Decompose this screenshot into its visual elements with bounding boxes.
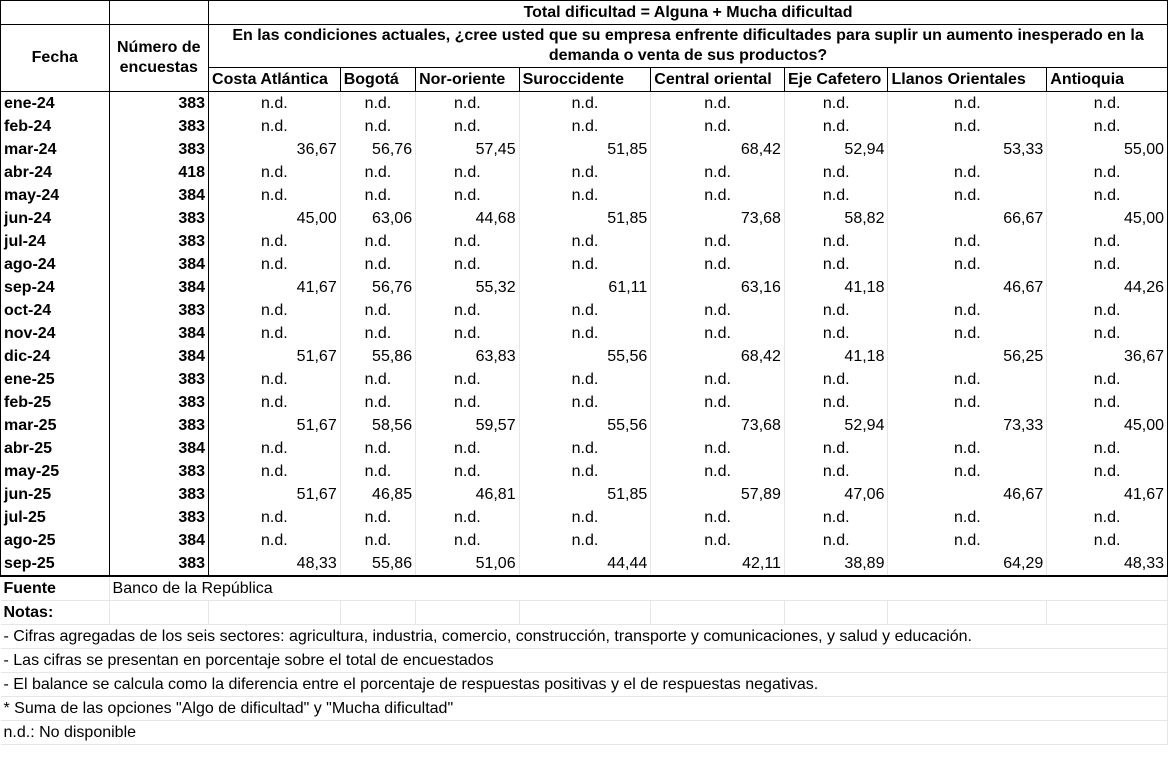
- value-cell: n.d.: [209, 506, 341, 529]
- count-cell: 384: [109, 345, 209, 368]
- count-cell: 383: [109, 299, 209, 322]
- value-cell: n.d.: [784, 460, 888, 483]
- value-cell: n.d.: [209, 92, 341, 116]
- value-cell: n.d.: [416, 368, 520, 391]
- value-cell: 58,82: [784, 207, 888, 230]
- count-cell: 384: [109, 276, 209, 299]
- value-cell: 61,11: [519, 276, 651, 299]
- value-cell: 44,26: [1047, 276, 1168, 299]
- value-cell: n.d.: [519, 506, 651, 529]
- value-cell: n.d.: [888, 299, 1047, 322]
- value-cell: n.d.: [209, 184, 341, 207]
- count-cell: 418: [109, 161, 209, 184]
- value-cell: 38,89: [784, 552, 888, 576]
- value-cell: n.d.: [784, 299, 888, 322]
- value-cell: n.d.: [784, 437, 888, 460]
- value-cell: n.d.: [784, 391, 888, 414]
- date-cell: feb-24: [1, 115, 110, 138]
- value-cell: 56,76: [340, 138, 415, 161]
- notas-label: Notas:: [1, 601, 110, 625]
- value-cell: n.d.: [651, 506, 785, 529]
- table-row: [1, 483, 1168, 506]
- date-cell: jul-24: [1, 230, 110, 253]
- empty-cell: [651, 601, 785, 625]
- date-cell: dic-24: [1, 345, 110, 368]
- note-line: - Las cifras se presentan en porcentaje sobre el total de encuestados: [1, 649, 1168, 673]
- fuente-label: Fuente: [1, 576, 110, 601]
- date-cell: nov-24: [1, 322, 110, 345]
- value-cell: n.d.: [209, 529, 341, 552]
- value-cell: 46,67: [888, 483, 1047, 506]
- value-cell: n.d.: [651, 437, 785, 460]
- count-cell: 383: [109, 552, 209, 576]
- value-cell: n.d.: [340, 230, 415, 253]
- count-cell: 384: [109, 529, 209, 552]
- note-line: n.d.: No disponible: [1, 721, 1168, 745]
- value-cell: n.d.: [651, 115, 785, 138]
- count-cell: 383: [109, 207, 209, 230]
- value-cell: n.d.: [651, 460, 785, 483]
- value-cell: 44,68: [416, 207, 520, 230]
- count-cell: 383: [109, 92, 209, 116]
- value-cell: 51,67: [209, 345, 341, 368]
- table-row: [1, 368, 1168, 391]
- value-cell: 58,56: [340, 414, 415, 437]
- count-cell: 384: [109, 253, 209, 276]
- value-cell: n.d.: [519, 92, 651, 116]
- value-cell: n.d.: [888, 115, 1047, 138]
- date-cell: sep-24: [1, 276, 110, 299]
- value-cell: n.d.: [209, 161, 341, 184]
- date-cell: abr-24: [1, 161, 110, 184]
- value-cell: 51,85: [519, 207, 651, 230]
- value-cell: n.d.: [1047, 506, 1168, 529]
- value-cell: 46,81: [416, 483, 520, 506]
- value-cell: 73,33: [888, 414, 1047, 437]
- value-cell: 73,68: [651, 414, 785, 437]
- value-cell: n.d.: [651, 92, 785, 116]
- table-row: [1, 322, 1168, 345]
- value-cell: 52,94: [784, 414, 888, 437]
- value-cell: n.d.: [1047, 368, 1168, 391]
- date-cell: ene-24: [1, 92, 110, 116]
- table-row: [1, 207, 1168, 230]
- value-cell: 51,67: [209, 483, 341, 506]
- value-cell: n.d.: [519, 184, 651, 207]
- value-cell: n.d.: [340, 161, 415, 184]
- date-cell: jun-25: [1, 483, 110, 506]
- value-cell: 56,76: [340, 276, 415, 299]
- value-cell: 73,68: [651, 207, 785, 230]
- region-header: Costa Atlántica: [209, 68, 341, 92]
- table-row: [1, 92, 1168, 116]
- date-cell: sep-25: [1, 552, 110, 576]
- value-cell: 57,89: [651, 483, 785, 506]
- value-cell: n.d.: [209, 230, 341, 253]
- value-cell: 41,18: [784, 345, 888, 368]
- region-header: Central oriental: [651, 68, 785, 92]
- value-cell: 56,25: [888, 345, 1047, 368]
- value-cell: n.d.: [519, 161, 651, 184]
- count-cell: 384: [109, 184, 209, 207]
- value-cell: n.d.: [888, 322, 1047, 345]
- value-cell: n.d.: [651, 230, 785, 253]
- fuente-value: Banco de la República: [109, 576, 1167, 601]
- value-cell: n.d.: [519, 368, 651, 391]
- value-cell: n.d.: [888, 529, 1047, 552]
- value-cell: n.d.: [209, 115, 341, 138]
- value-cell: n.d.: [416, 184, 520, 207]
- value-cell: n.d.: [519, 230, 651, 253]
- value-cell: n.d.: [1047, 115, 1168, 138]
- empty-cell: [109, 601, 209, 625]
- table-row: [1, 161, 1168, 184]
- value-cell: n.d.: [784, 115, 888, 138]
- value-cell: 55,86: [340, 345, 415, 368]
- region-header: Llanos Orientales: [888, 68, 1047, 92]
- value-cell: n.d.: [209, 437, 341, 460]
- value-cell: 55,86: [340, 552, 415, 576]
- count-cell: 383: [109, 138, 209, 161]
- value-cell: n.d.: [416, 253, 520, 276]
- value-cell: n.d.: [888, 391, 1047, 414]
- value-cell: 68,42: [651, 138, 785, 161]
- value-cell: 55,56: [519, 414, 651, 437]
- value-cell: n.d.: [416, 92, 520, 116]
- value-cell: 41,18: [784, 276, 888, 299]
- value-cell: 59,57: [416, 414, 520, 437]
- note-line: * Suma de las opciones "Algo de dificultad" y "Mucha dificultad": [1, 697, 1168, 721]
- table-row: [1, 437, 1168, 460]
- value-cell: n.d.: [416, 299, 520, 322]
- value-cell: n.d.: [651, 299, 785, 322]
- value-cell: 55,32: [416, 276, 520, 299]
- value-cell: n.d.: [340, 460, 415, 483]
- value-cell: n.d.: [340, 92, 415, 116]
- table-row: [1, 138, 1168, 161]
- value-cell: n.d.: [888, 437, 1047, 460]
- date-cell: oct-24: [1, 299, 110, 322]
- value-cell: n.d.: [888, 368, 1047, 391]
- value-cell: n.d.: [340, 322, 415, 345]
- region-header: Bogotá: [340, 68, 415, 92]
- region-header: Suroccidente: [519, 68, 651, 92]
- value-cell: 36,67: [209, 138, 341, 161]
- value-cell: n.d.: [888, 253, 1047, 276]
- value-cell: 48,33: [209, 552, 341, 576]
- value-cell: 53,33: [888, 138, 1047, 161]
- empty-cell: [888, 601, 1047, 625]
- table-row: [1, 184, 1168, 207]
- count-cell: 383: [109, 368, 209, 391]
- value-cell: n.d.: [416, 115, 520, 138]
- date-cell: ago-25: [1, 529, 110, 552]
- value-cell: n.d.: [1047, 92, 1168, 116]
- value-cell: 51,85: [519, 138, 651, 161]
- value-cell: n.d.: [651, 253, 785, 276]
- value-cell: n.d.: [209, 299, 341, 322]
- value-cell: n.d.: [1047, 437, 1168, 460]
- value-cell: 63,83: [416, 345, 520, 368]
- empty-cell: [416, 601, 520, 625]
- value-cell: n.d.: [888, 230, 1047, 253]
- value-cell: n.d.: [651, 322, 785, 345]
- count-cell: 383: [109, 391, 209, 414]
- value-cell: 45,00: [209, 207, 341, 230]
- value-cell: n.d.: [1047, 391, 1168, 414]
- table-row: [1, 460, 1168, 483]
- count-cell: 384: [109, 322, 209, 345]
- value-cell: n.d.: [1047, 529, 1168, 552]
- table-row: [1, 230, 1168, 253]
- date-cell: mar-25: [1, 414, 110, 437]
- table-row: [1, 552, 1168, 576]
- value-cell: 41,67: [209, 276, 341, 299]
- value-cell: 45,00: [1047, 414, 1168, 437]
- value-cell: n.d.: [519, 253, 651, 276]
- value-cell: n.d.: [209, 253, 341, 276]
- table-row: [1, 115, 1168, 138]
- date-cell: jun-24: [1, 207, 110, 230]
- table-title: Total dificultad = Alguna + Mucha dificultad: [209, 1, 1168, 25]
- count-cell: 383: [109, 414, 209, 437]
- value-cell: n.d.: [888, 506, 1047, 529]
- value-cell: n.d.: [519, 299, 651, 322]
- value-cell: 52,94: [784, 138, 888, 161]
- count-cell: 383: [109, 230, 209, 253]
- table-row: [1, 391, 1168, 414]
- value-cell: n.d.: [340, 115, 415, 138]
- value-cell: 46,67: [888, 276, 1047, 299]
- empty-cell: [519, 601, 651, 625]
- value-cell: 68,42: [651, 345, 785, 368]
- empty-cell: [340, 601, 415, 625]
- value-cell: n.d.: [1047, 322, 1168, 345]
- empty-cell: [1047, 601, 1168, 625]
- value-cell: n.d.: [784, 529, 888, 552]
- value-cell: n.d.: [416, 506, 520, 529]
- date-cell: may-25: [1, 460, 110, 483]
- value-cell: n.d.: [416, 460, 520, 483]
- value-cell: n.d.: [519, 529, 651, 552]
- value-cell: n.d.: [784, 368, 888, 391]
- table-row: [1, 253, 1168, 276]
- date-cell: jul-25: [1, 506, 110, 529]
- value-cell: n.d.: [784, 322, 888, 345]
- value-cell: n.d.: [1047, 230, 1168, 253]
- value-cell: 51,67: [209, 414, 341, 437]
- value-cell: n.d.: [209, 322, 341, 345]
- value-cell: 51,85: [519, 483, 651, 506]
- value-cell: 45,00: [1047, 207, 1168, 230]
- value-cell: n.d.: [416, 529, 520, 552]
- region-header: Antioquia: [1047, 68, 1168, 92]
- value-cell: n.d.: [340, 368, 415, 391]
- region-header: Eje Cafetero: [784, 68, 888, 92]
- date-cell: feb-25: [1, 391, 110, 414]
- value-cell: n.d.: [340, 391, 415, 414]
- value-cell: n.d.: [519, 115, 651, 138]
- date-cell: may-24: [1, 184, 110, 207]
- fecha-header: Fecha: [1, 25, 110, 92]
- count-cell: 383: [109, 483, 209, 506]
- empty-cell: [784, 601, 888, 625]
- date-cell: mar-24: [1, 138, 110, 161]
- numero-header: Número de encuestas: [109, 25, 209, 92]
- count-cell: 383: [109, 115, 209, 138]
- value-cell: 44,44: [519, 552, 651, 576]
- value-cell: n.d.: [784, 161, 888, 184]
- value-cell: n.d.: [340, 529, 415, 552]
- value-cell: n.d.: [1047, 253, 1168, 276]
- count-cell: 383: [109, 506, 209, 529]
- value-cell: n.d.: [651, 161, 785, 184]
- value-cell: n.d.: [416, 391, 520, 414]
- value-cell: n.d.: [519, 437, 651, 460]
- value-cell: n.d.: [340, 437, 415, 460]
- value-cell: n.d.: [888, 92, 1047, 116]
- value-cell: n.d.: [784, 230, 888, 253]
- value-cell: 46,85: [340, 483, 415, 506]
- note-line: - El balance se calcula como la diferencia entre el porcentaje de respuestas positivas y el de respuestas negativas.: [1, 673, 1168, 697]
- value-cell: n.d.: [651, 184, 785, 207]
- table-row: [1, 506, 1168, 529]
- value-cell: n.d.: [1047, 184, 1168, 207]
- value-cell: n.d.: [784, 253, 888, 276]
- value-cell: n.d.: [1047, 460, 1168, 483]
- value-cell: 55,56: [519, 345, 651, 368]
- value-cell: 42,11: [651, 552, 785, 576]
- value-cell: n.d.: [519, 391, 651, 414]
- value-cell: n.d.: [1047, 161, 1168, 184]
- value-cell: 55,00: [1047, 138, 1168, 161]
- table-row: [1, 414, 1168, 437]
- count-cell: 384: [109, 437, 209, 460]
- value-cell: n.d.: [651, 391, 785, 414]
- table-row: [1, 276, 1168, 299]
- table-row: [1, 529, 1168, 552]
- value-cell: n.d.: [209, 368, 341, 391]
- value-cell: 47,06: [784, 483, 888, 506]
- value-cell: 64,29: [888, 552, 1047, 576]
- value-cell: n.d.: [416, 230, 520, 253]
- value-cell: n.d.: [416, 322, 520, 345]
- value-cell: n.d.: [1047, 299, 1168, 322]
- value-cell: 63,06: [340, 207, 415, 230]
- value-cell: n.d.: [416, 437, 520, 460]
- value-cell: 48,33: [1047, 552, 1168, 576]
- count-cell: 383: [109, 460, 209, 483]
- table-row: [1, 345, 1168, 368]
- value-cell: n.d.: [784, 184, 888, 207]
- value-cell: 57,45: [416, 138, 520, 161]
- value-cell: n.d.: [519, 322, 651, 345]
- value-cell: n.d.: [209, 460, 341, 483]
- value-cell: n.d.: [340, 506, 415, 529]
- value-cell: n.d.: [340, 299, 415, 322]
- value-cell: n.d.: [888, 184, 1047, 207]
- value-cell: n.d.: [784, 506, 888, 529]
- value-cell: n.d.: [651, 368, 785, 391]
- value-cell: n.d.: [416, 161, 520, 184]
- value-cell: n.d.: [340, 184, 415, 207]
- date-cell: ago-24: [1, 253, 110, 276]
- value-cell: 66,67: [888, 207, 1047, 230]
- date-cell: abr-25: [1, 437, 110, 460]
- value-cell: 36,67: [1047, 345, 1168, 368]
- value-cell: n.d.: [888, 460, 1047, 483]
- value-cell: n.d.: [784, 92, 888, 116]
- note-line: - Cifras agregadas de los seis sectores: agricultura, industria, comercio, construcción, transporte y comunicaciones, y salud y educación.: [1, 625, 1168, 649]
- value-cell: 63,16: [651, 276, 785, 299]
- value-cell: 51,06: [416, 552, 520, 576]
- value-cell: n.d.: [209, 391, 341, 414]
- question-header: En las condiciones actuales, ¿cree usted que su empresa enfrente dificultades para suplir un aumento inesperado en la demanda o venta de sus productos?: [209, 25, 1168, 68]
- region-header: Nor-oriente: [416, 68, 520, 92]
- value-cell: n.d.: [888, 161, 1047, 184]
- value-cell: n.d.: [340, 253, 415, 276]
- value-cell: n.d.: [519, 460, 651, 483]
- value-cell: 41,67: [1047, 483, 1168, 506]
- date-cell: ene-25: [1, 368, 110, 391]
- empty-cell: [209, 601, 341, 625]
- table-row: [1, 299, 1168, 322]
- value-cell: n.d.: [651, 529, 785, 552]
